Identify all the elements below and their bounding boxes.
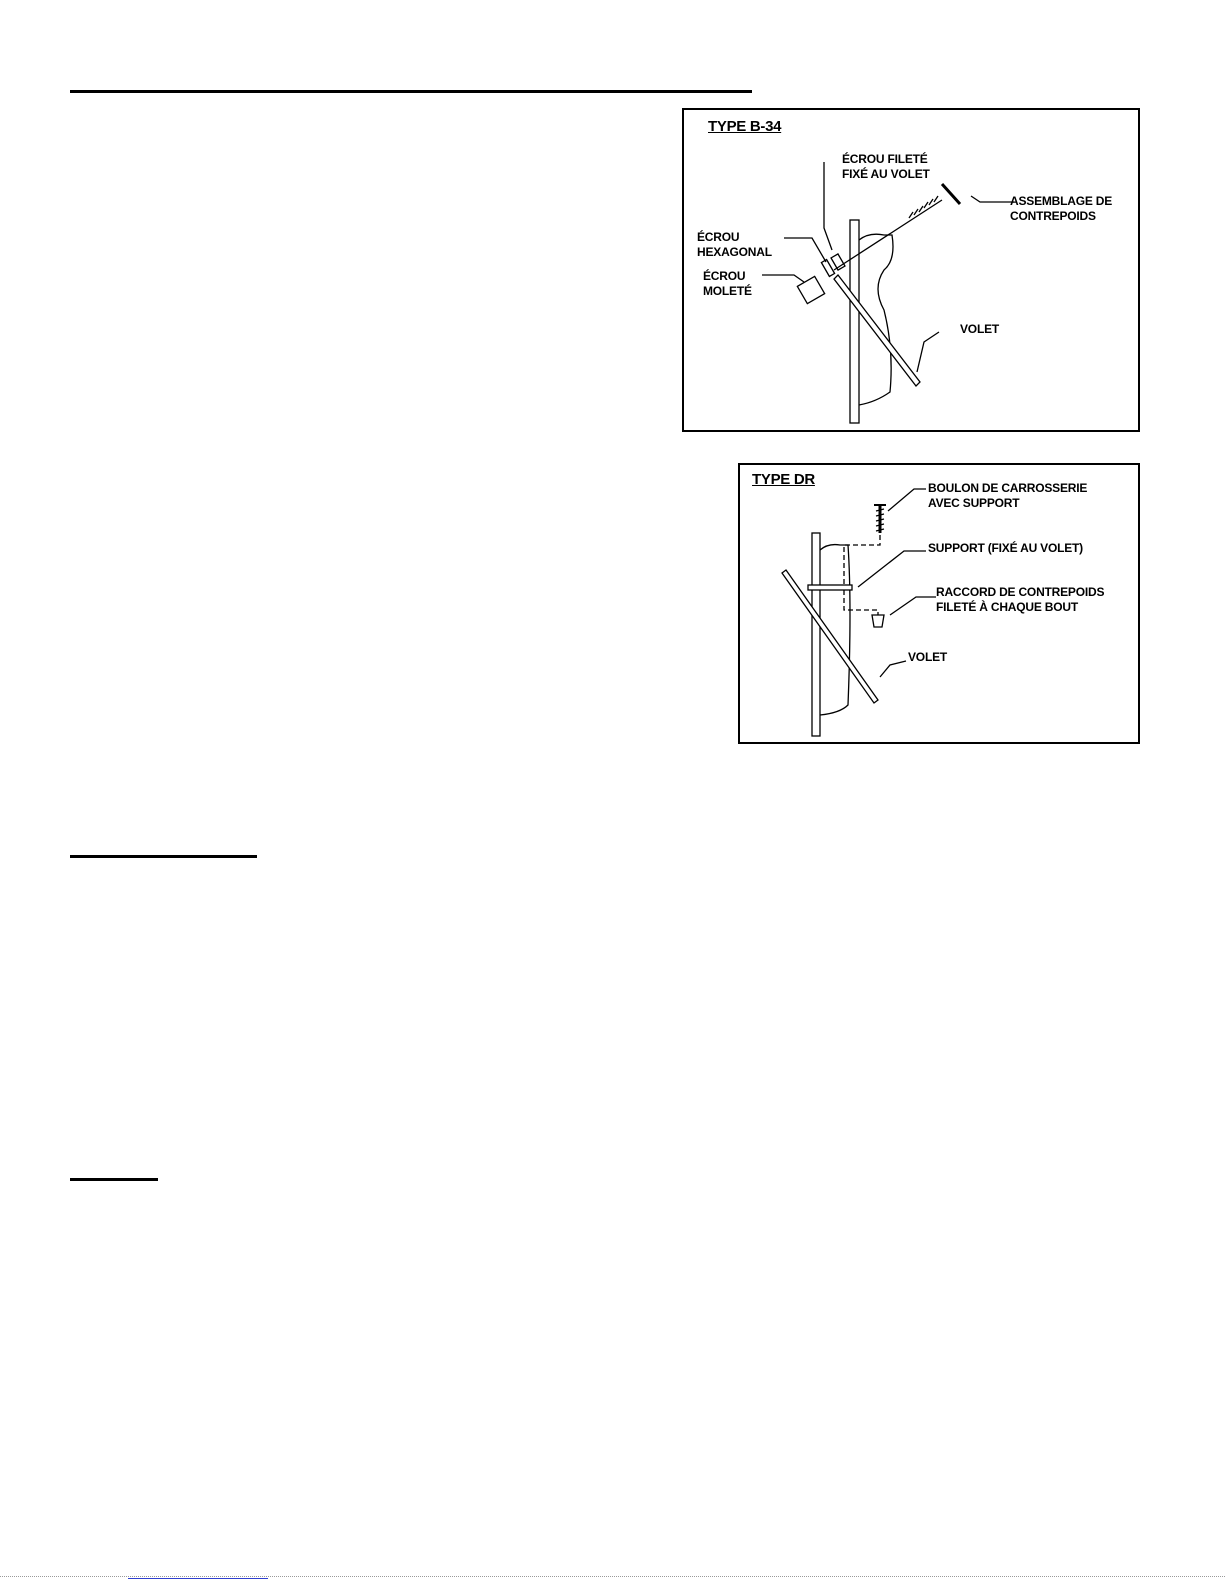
label-ecrou-hexagonal: ÉCROU HEXAGONAL (697, 230, 772, 259)
section-heading-rule-1 (70, 90, 752, 93)
label-volet: VOLET (908, 650, 948, 664)
label-raccord-contrepoids: RACCORD DE CONTREPOIDS FILETÉ À CHAQUE BOUT (936, 585, 1105, 614)
figure-title: TYPE B-34 (708, 118, 782, 135)
page-bottom-dotted-line (0, 1576, 1225, 1577)
section-heading-rule-3 (70, 1178, 158, 1181)
figure-type-dr (738, 463, 1140, 744)
label-boulon-carrosserie: BOULON DE CARROSSERIE AVEC SUPPORT (928, 481, 1088, 510)
figure-type-b34 (682, 108, 1140, 432)
section-heading-rule-2 (70, 855, 257, 858)
label-assemblage-contrepoids: ASSEMBLAGE DE CONTREPOIDS (1010, 194, 1113, 223)
label-ecrou-filete: ÉCROU FILETÉ FIXÉ AU VOLET (842, 152, 930, 181)
label-ecrou-molete: ÉCROU MOLETÉ (703, 269, 752, 298)
label-support: SUPPORT (FIXÉ AU VOLET) (928, 541, 1083, 555)
footer-link-underline[interactable] (128, 1578, 268, 1579)
label-volet: VOLET (960, 322, 1000, 336)
figure-title: TYPE DR (752, 471, 815, 488)
